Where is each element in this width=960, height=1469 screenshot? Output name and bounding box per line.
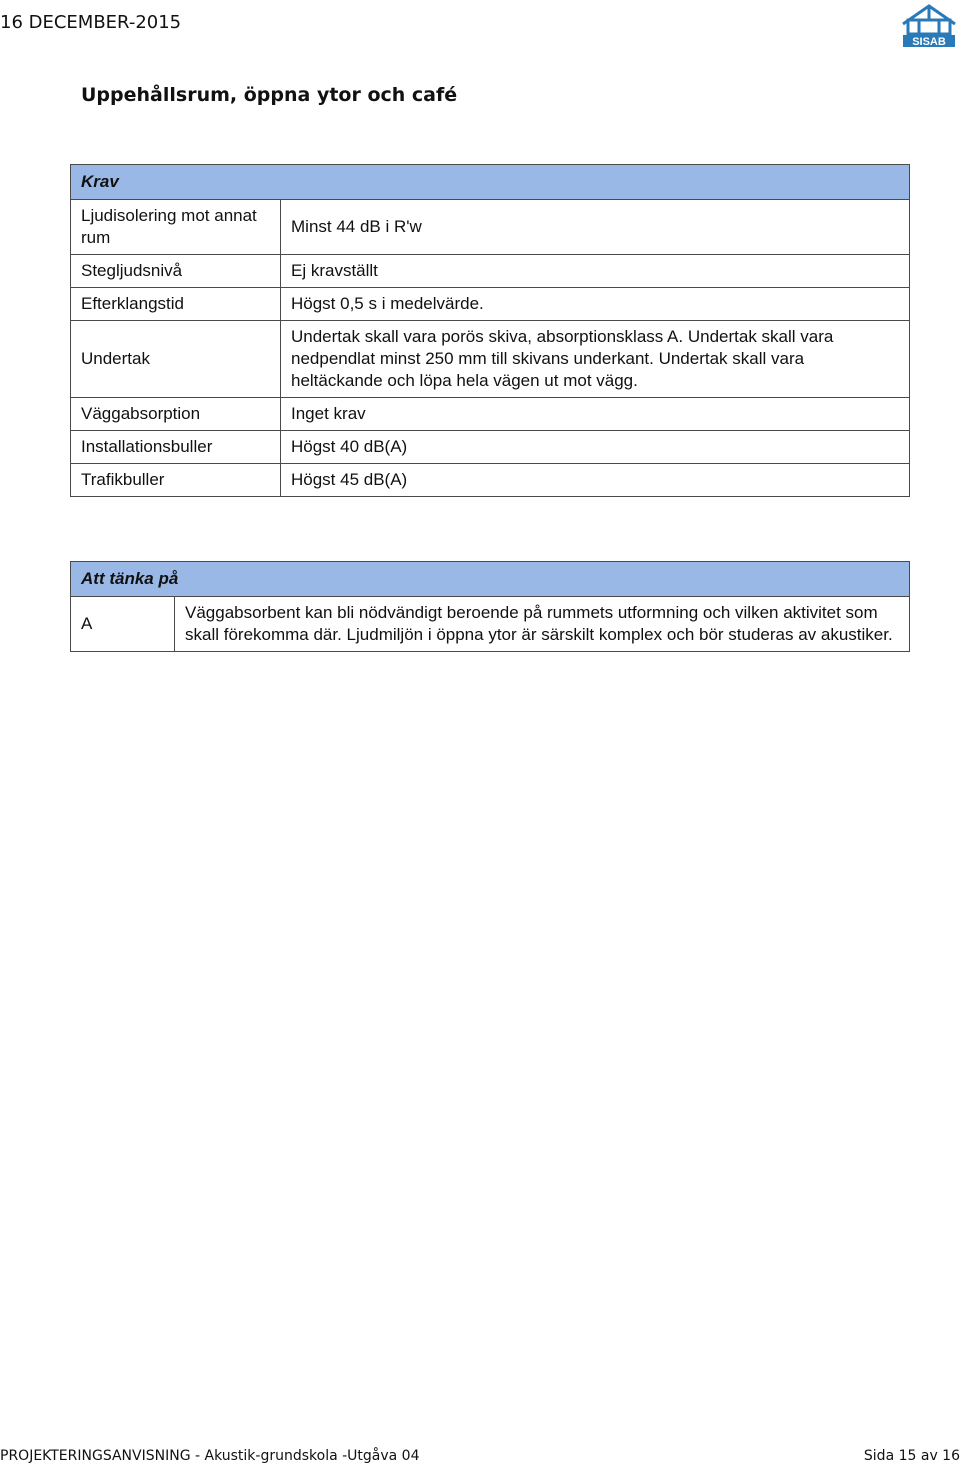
row-label: A (71, 597, 175, 652)
table-row (71, 597, 910, 652)
footer-document-title: PROJEKTERINGSANVISNING - Akustik-grundskola -Utgåva 04 (0, 1448, 420, 1464)
logo-text: SISAB (912, 36, 946, 48)
row-value: Inget krav (281, 398, 910, 431)
row-label: Ljudisolering mot annat rum (71, 200, 281, 255)
row-label: Väggabsorption (71, 398, 281, 431)
table-row (71, 200, 910, 255)
row-value: Ej kravställt (281, 255, 910, 288)
row-value: Väggabsorbent kan bli nödvändigt beroende på rummets utformning och vilken aktivitet som skall förekomma där. Ljudmiljön i öppna ytor är särskilt komplex och bör studeras av akustiker. (175, 597, 910, 652)
header-date: 16 DECEMBER-2015 (0, 12, 182, 33)
krav-table (70, 164, 910, 497)
page-title: Uppehållsrum, öppna ytor och café (81, 84, 458, 106)
sisab-logo-icon (899, 2, 959, 48)
row-value: Minst 44 dB i R'w (281, 200, 910, 255)
row-value: Högst 40 dB(A) (281, 431, 910, 464)
row-value: Högst 0,5 s i medelvärde. (281, 288, 910, 321)
row-value: Undertak skall vara porös skiva, absorptionsklass A. Undertak skall vara nedpendlat minst 250 mm till skivans underkant. Undertak skall vara heltäckande och löpa hela vägen ut mot vägg. (281, 321, 910, 398)
krav-heading: Krav (71, 165, 910, 200)
table-row (71, 464, 910, 497)
att-tanka-pa-heading: Att tänka på (71, 562, 910, 597)
table-row (71, 288, 910, 321)
sisab-logo (899, 2, 959, 48)
table-row (71, 431, 910, 464)
row-label: Undertak (71, 321, 281, 398)
table-row (71, 321, 910, 398)
footer-page-number: Sida 15 av 16 (863, 1448, 960, 1464)
row-label: Trafikbuller (71, 464, 281, 497)
row-label: Efterklangstid (71, 288, 281, 321)
att-tanka-pa-table (70, 561, 910, 652)
table-row (71, 398, 910, 431)
row-label: Stegljudsnivå (71, 255, 281, 288)
table-row (71, 255, 910, 288)
row-value: Högst 45 dB(A) (281, 464, 910, 497)
row-label: Installationsbuller (71, 431, 281, 464)
